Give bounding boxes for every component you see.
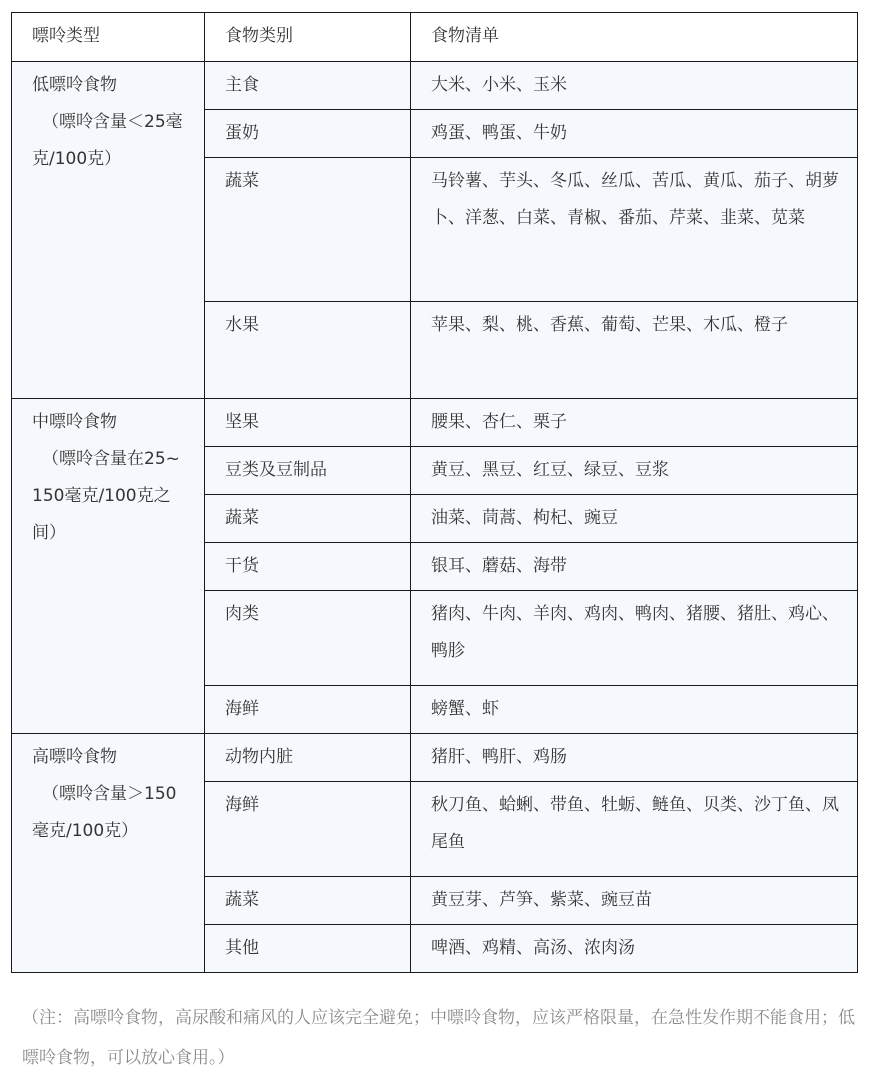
- food-category-cell: 蔬菜: [205, 495, 411, 543]
- food-category-cell: 蛋奶: [205, 110, 411, 158]
- food-list-cell: 油菜、茼蒿、枸杞、豌豆: [411, 495, 858, 543]
- header-food-category: 食物类别: [205, 13, 411, 62]
- purine-type-range: 克/100克）: [32, 149, 122, 169]
- table-row: [12, 62, 858, 110]
- purine-type-range: （嘌呤含量＜25毫: [42, 112, 183, 132]
- purine-type-cell-medium: [12, 399, 205, 734]
- purine-type-range: （嘌呤含量在25~: [42, 449, 180, 469]
- purine-food-table: [11, 12, 858, 973]
- purine-type-cell-high: [12, 734, 205, 973]
- table-body: [12, 62, 858, 973]
- food-list-cell: 螃蟹、虾: [411, 686, 858, 734]
- table-row: [12, 399, 858, 447]
- food-list-cell: 猪肝、鸭肝、鸡肠: [411, 734, 858, 782]
- food-list-cell: 苹果、梨、桃、香蕉、葡萄、芒果、木瓜、橙子: [411, 302, 858, 399]
- food-list-cell: 猪肉、牛肉、羊肉、鸡肉、鸭肉、猪腰、猪肚、鸡心、鸭胗: [411, 591, 858, 686]
- purine-type-range: 毫克/100克）: [32, 821, 139, 841]
- food-category-cell: 动物内脏: [205, 734, 411, 782]
- purine-type-cell-low: [12, 62, 205, 399]
- purine-type-name: 高嘌呤食物: [32, 747, 117, 767]
- table-header: [12, 13, 858, 62]
- food-category-cell: 水果: [205, 302, 411, 399]
- food-category-cell: 干货: [205, 543, 411, 591]
- food-category-cell: 主食: [205, 62, 411, 110]
- food-category-cell: 海鲜: [205, 686, 411, 734]
- food-list-cell: 啤酒、鸡精、高汤、浓肉汤: [411, 925, 858, 973]
- purine-type-name: 中嘌呤食物: [32, 412, 117, 432]
- food-list-cell: 大米、小米、玉米: [411, 62, 858, 110]
- food-list-cell: 秋刀鱼、蛤蜊、带鱼、牡蛎、鲢鱼、贝类、沙丁鱼、凤尾鱼: [411, 782, 858, 877]
- header-purine-type: 嘌呤类型: [12, 13, 205, 62]
- purine-type-range: 150毫克/100克之间）: [32, 486, 171, 543]
- food-list-cell: 鸡蛋、鸭蛋、牛奶: [411, 110, 858, 158]
- header-food-list: 食物清单: [411, 13, 858, 62]
- food-list-cell: 银耳、蘑菇、海带: [411, 543, 858, 591]
- purine-type-name: 低嘌呤食物: [32, 75, 117, 95]
- food-category-cell: 蔬菜: [205, 877, 411, 925]
- table-row: [12, 734, 858, 782]
- purine-type-range: （嘌呤含量＞150: [42, 784, 177, 804]
- food-list-cell: 腰果、杏仁、栗子: [411, 399, 858, 447]
- food-category-cell: 坚果: [205, 399, 411, 447]
- food-category-cell: 海鲜: [205, 782, 411, 877]
- header-row: [12, 13, 858, 62]
- food-list-cell: 马铃薯、芋头、冬瓜、丝瓜、苦瓜、黄瓜、茄子、胡萝卜、洋葱、白菜、青椒、番茄、芹菜、韭菜、苋菜: [411, 158, 858, 302]
- food-category-cell: 其他: [205, 925, 411, 973]
- food-list-cell: 黄豆、黑豆、红豆、绿豆、豆浆: [411, 447, 858, 495]
- food-category-cell: 肉类: [205, 591, 411, 686]
- food-category-cell: 豆类及豆制品: [205, 447, 411, 495]
- footnote: （注：高嘌呤食物，高尿酸和痛风的人应该完全避免；中嘌呤食物，应该严格限量，在急性发作期不能食用；低嘌呤食物，可以放心食用。）: [22, 1008, 855, 1068]
- food-category-cell: 蔬菜: [205, 158, 411, 302]
- food-list-cell: 黄豆芽、芦笋、紫菜、豌豆苗: [411, 877, 858, 925]
